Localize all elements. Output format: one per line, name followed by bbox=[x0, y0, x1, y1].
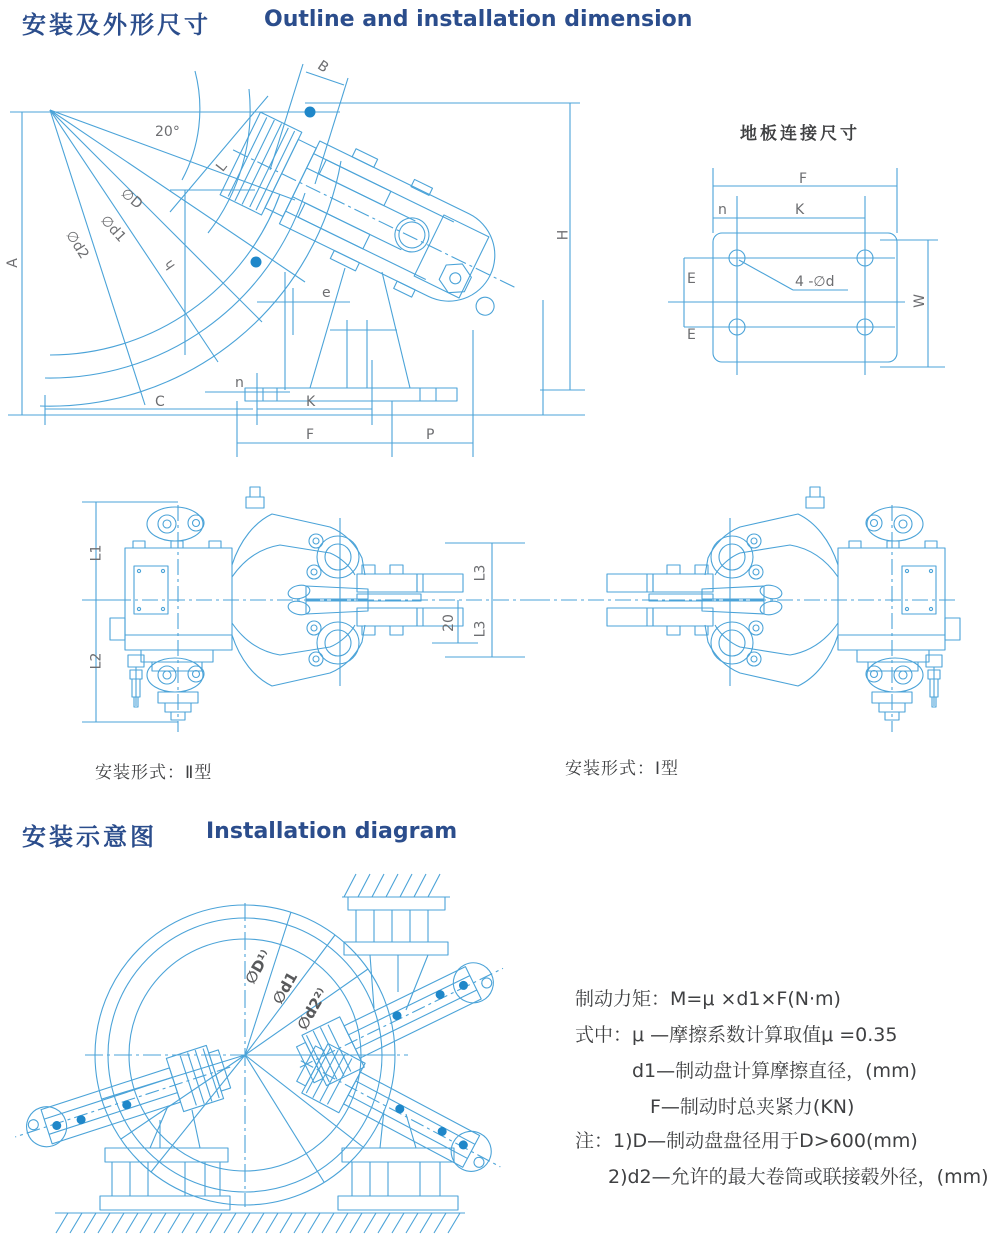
install-dim-dD: ∅D¹⁾ bbox=[241, 946, 275, 988]
floor-dim-W: W bbox=[911, 294, 928, 308]
dim-P: P bbox=[426, 427, 435, 443]
type-i-linework bbox=[530, 487, 960, 732]
dim-L3-lower: L3 bbox=[472, 620, 489, 638]
type-i-caption: 安装形式：Ⅰ型 bbox=[565, 759, 680, 779]
dim-dD: ∅D bbox=[117, 185, 146, 213]
floor-dim-F: F bbox=[799, 171, 808, 187]
dim-L3-upper: L3 bbox=[472, 564, 489, 582]
dim-dd1: ∅d1 bbox=[97, 212, 129, 246]
floor-dim-n: n bbox=[718, 202, 727, 218]
ground-hatch bbox=[56, 1213, 460, 1233]
note-line-5: 注：1)D—制动盘盘径用于D>600(mm) bbox=[575, 1130, 918, 1152]
note-line-2: 式中：μ —摩擦系数计算取值μ =0.35 bbox=[575, 1024, 898, 1046]
floor-dim-K: K bbox=[795, 202, 805, 218]
floor-dim-holes: 4 -∅d bbox=[795, 274, 835, 290]
outline-view-linework bbox=[4, 64, 585, 457]
dim-L2: L2 bbox=[88, 652, 105, 670]
dim-L: L bbox=[213, 158, 231, 176]
note-line-1: 制动力矩：M=μ ×d1×F(N·m) bbox=[575, 988, 841, 1010]
install-dim-dd1: ∅d1 bbox=[268, 968, 302, 1008]
note-line-6: 2)d2—允许的最大卷筒或联接毂外径，(mm) bbox=[608, 1166, 989, 1188]
section1-title-zh: 安装及外形尺寸 bbox=[22, 11, 211, 39]
install-dim-dd2: ∅d2²⁾ bbox=[293, 985, 332, 1033]
dim-n: n bbox=[235, 375, 244, 391]
dim-e: e bbox=[322, 285, 331, 301]
dim-B: B bbox=[314, 57, 332, 77]
dim-A: A bbox=[4, 258, 21, 268]
note-line-3: d1—制动盘计算摩擦直径，(mm) bbox=[632, 1060, 917, 1082]
dim-angle-20: 20° bbox=[155, 124, 180, 140]
dim-K: K bbox=[306, 394, 316, 410]
section2-title-en: Installation diagram bbox=[206, 819, 458, 844]
dim-L1: L1 bbox=[88, 544, 105, 562]
installation-diagram-linework bbox=[7, 874, 516, 1233]
section2-title-zh: 安装示意图 bbox=[22, 823, 157, 851]
floor-dim-E-upper: E bbox=[687, 271, 696, 287]
floor-plan-linework bbox=[668, 168, 945, 375]
dim-dd2: ∅d2 bbox=[62, 228, 92, 262]
type-ii-caption: 安装形式：Ⅱ型 bbox=[95, 763, 213, 783]
dim-H: H bbox=[555, 229, 572, 241]
floor-plan-title: 地板连接尺寸 bbox=[740, 124, 860, 144]
type-ii-linework bbox=[82, 487, 540, 732]
dim-offset-20: 20 bbox=[440, 614, 457, 632]
dim-F: F bbox=[306, 427, 315, 443]
dim-C: C bbox=[155, 394, 165, 410]
section1-title-en: Outline and installation dimension bbox=[264, 7, 693, 32]
floor-dim-E-lower: E bbox=[687, 327, 696, 343]
dim-h: h bbox=[161, 256, 179, 273]
note-line-4: F—制动时总夹紧力(KN) bbox=[650, 1096, 855, 1118]
